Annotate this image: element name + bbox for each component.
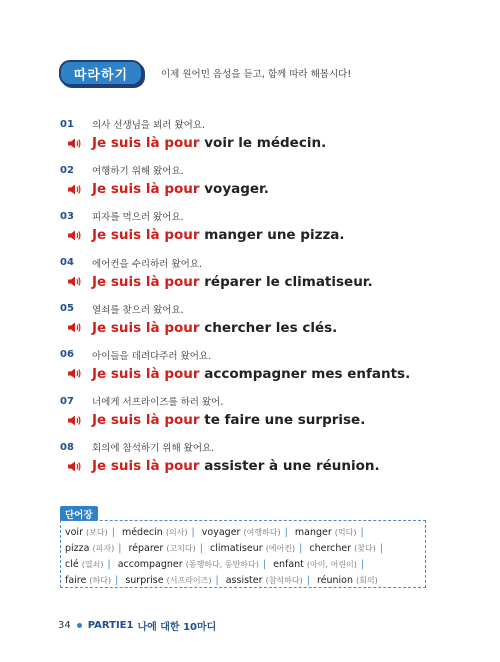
section-header [59,60,351,86]
vocab-word: clé [65,559,79,570]
vocab-entry [65,575,111,586]
sentence-pattern: Je suis là pour [92,181,200,198]
vocab-word: climatiseur [209,543,263,554]
separator: | [360,559,365,570]
instruction-text: 이제 원어민 음성을 듣고, 함께 따라 해봅시다! [161,69,352,80]
separator: | [306,575,310,586]
french-sentence [92,412,365,428]
korean-translation: 열쇠를 찾으러 왔어요. [92,304,184,316]
vocab-entry [65,559,103,570]
sentence-item [60,255,460,301]
korean-translation: 아이들을 데려다주러 왔어요. [92,350,212,362]
vocab-label: 단어장 [60,506,98,521]
bullet-dot-icon [77,623,82,628]
sentence-number: 07 [60,395,74,407]
korean-translation: 피자를 먹으러 왔어요. [92,212,184,224]
vocab-meaning: (피자) [92,544,115,553]
sentence-number: 08 [60,441,74,453]
sentence-pattern: Je suis là pour [92,227,200,244]
separator: | [299,543,303,554]
vocab-word: voir [65,527,83,538]
vocab-meaning: (고치다) [166,544,196,553]
vocab-word: chercher [309,543,352,554]
vocab-entry [317,575,378,586]
vocab-box [60,520,426,588]
speaker-icon[interactable] [60,276,92,287]
vocab-entry [122,527,188,538]
sentence-pattern: Je suis là pour [92,365,200,382]
vocab-entry [125,575,211,586]
french-sentence [92,458,380,474]
vocab-entry [210,543,295,554]
sentence-rest: chercher les clés. [204,319,338,336]
vocab-word: accompagner [117,559,183,570]
vocab-word: réparer [128,543,164,554]
vocab-word: médecin [121,527,163,538]
vocab-meaning: (서프라이즈) [166,576,212,585]
vocab-meaning: (보다) [86,528,108,537]
korean-translation: 너에게 서프라이즈를 하러 왔어. [92,397,224,409]
sentence-number: 01 [60,118,74,130]
speaker-icon[interactable] [60,230,92,241]
sentence-number: 03 [60,210,74,222]
speaker-icon[interactable] [60,138,92,149]
page-footer [58,618,216,633]
vocab-meaning: (아이, 어린이) [306,560,357,569]
vocab-meaning: (열쇠) [81,560,104,569]
sentence-pattern: Je suis là pour [92,273,200,290]
sentence-rest: accompagner mes enfants. [204,365,411,382]
sentence-item [60,162,460,208]
sentence-rest: voir le médecin. [204,135,327,151]
vocab-word: faire [65,575,87,586]
sentence-rest: te faire une surprise. [204,412,366,429]
vocab-meaning: (에어컨) [265,544,296,553]
part-title: 나에 대한 10마디 [137,622,217,633]
sentence-item [60,393,460,439]
vocab-meaning: (먹다) [334,528,357,537]
separator: | [379,543,384,554]
vocab-word: manger [294,527,332,538]
korean-translation: 에어컨을 수리하러 왔어요. [92,258,203,270]
sentence-item [60,116,460,162]
vocab-word: surprise [125,575,164,586]
speaker-icon[interactable] [60,184,92,195]
separator: | [199,543,203,554]
french-sentence [92,135,326,151]
speaker-icon[interactable] [60,415,92,426]
part-label: PARTIE1 [87,620,134,631]
french-sentence [92,227,345,243]
vocab-meaning: (의사) [165,528,188,537]
separator: | [284,527,288,538]
speaker-icon[interactable] [60,322,92,333]
vocab-word: assister [225,575,263,586]
vocab-entry [65,543,114,554]
vocab-entry [309,543,376,554]
vocab-entry [202,527,281,538]
separator: | [111,527,115,538]
vocab-entry [295,527,357,538]
vocab-meaning: (하다) [89,576,112,585]
sentence-pattern: Je suis là pour [92,412,200,429]
sentence-rest: manger une pizza. [204,227,345,244]
sentence-list [60,116,460,486]
french-sentence [92,181,269,197]
sentence-number: 06 [60,349,74,361]
korean-translation: 여행하기 위해 왔어요. [92,166,184,178]
sentence-rest: voyager. [204,181,269,198]
vocab-entry [273,559,357,570]
vocab-entry [226,575,303,586]
sentence-rest: réparer le climatiseur. [204,273,373,290]
sentence-rest: assister à une réunion. [204,458,380,475]
vocab-entry [65,527,108,538]
separator: | [118,543,122,554]
separator: | [360,527,364,538]
separator: | [107,559,111,570]
vocab-meaning: (회의) [356,576,378,585]
sentence-item [60,439,460,485]
sentence-number: 04 [60,257,74,269]
vocab-meaning: (참석하다) [265,576,303,585]
sentence-item [60,301,460,347]
vocab-word: enfant [273,559,304,570]
separator: | [191,527,195,538]
vocab-word: pizza [65,543,90,554]
sentence-pattern: Je suis là pour [92,319,200,336]
separator: | [215,575,219,586]
sentence-pattern: Je suis là pour [92,135,200,151]
sentence-item [60,208,460,254]
vocab-entry [118,559,259,570]
follow-along-badge: 따라하기 [59,60,143,86]
sentence-pattern: Je suis là pour [92,458,200,475]
speaker-icon[interactable] [60,368,92,379]
separator: | [115,575,119,586]
french-sentence [92,274,373,290]
speaker-icon[interactable] [60,461,92,472]
french-sentence [92,320,337,336]
vocab-meaning: (찾다) [354,544,376,553]
vocab-word: réunion [316,575,354,586]
vocab-meaning: (여행하다) [243,528,281,537]
french-sentence [92,366,410,382]
sentence-item [60,347,460,393]
sentence-number: 05 [60,303,74,315]
vocab-meaning: (동행하다, 동반하다) [185,560,259,569]
sentence-number: 02 [60,164,74,176]
separator: | [262,559,267,570]
korean-translation: 의사 선생님을 뵈러 왔어요. [92,120,206,131]
page-number: 34 [58,620,71,631]
vocab-word: voyager [201,527,241,538]
korean-translation: 회의에 참석하기 위해 왔어요. [92,443,215,455]
vocab-entry [128,543,195,554]
